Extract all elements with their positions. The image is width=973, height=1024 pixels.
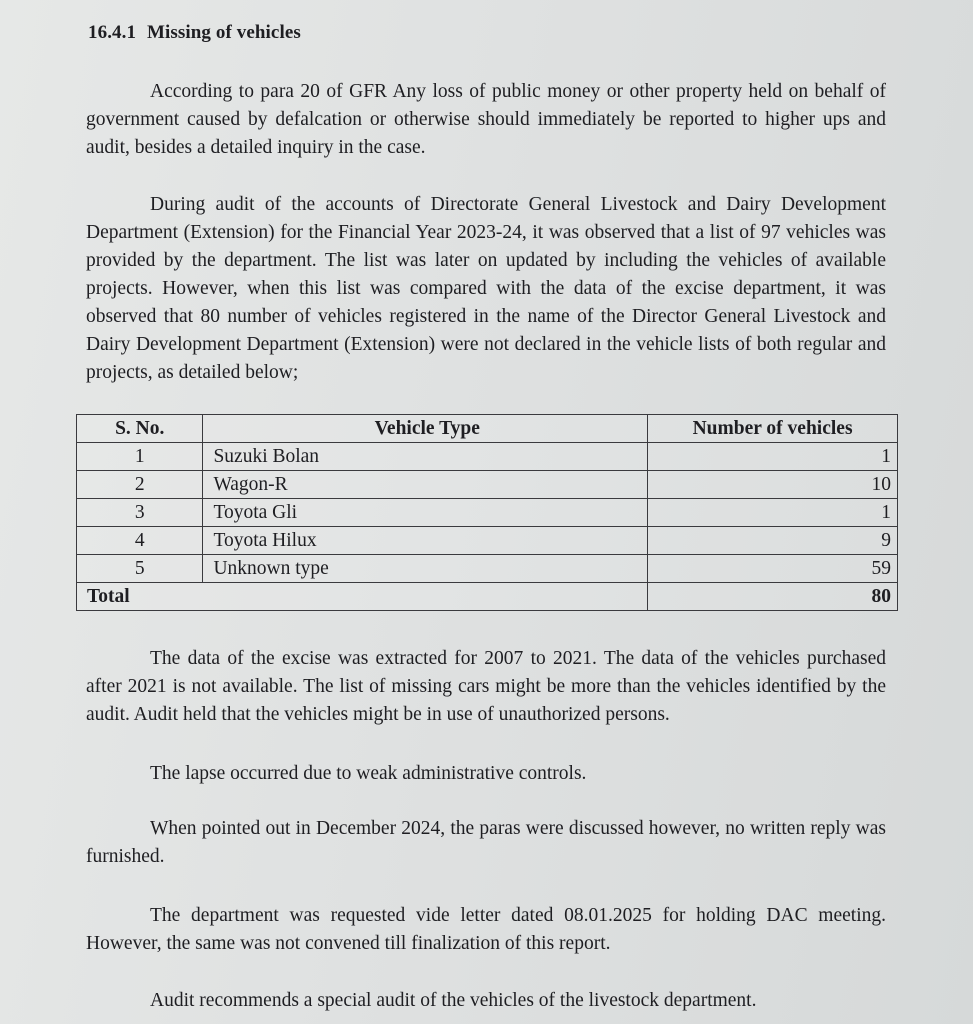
cell-vehicle-type: Wagon-R <box>203 471 648 499</box>
cell-sno: 5 <box>77 555 203 583</box>
paragraph-text: When pointed out in December 2024, the paras were discussed however, no written reply was furnished. <box>86 818 886 867</box>
paragraph-lapse <box>86 760 886 788</box>
paragraph-audit-observation <box>86 191 886 387</box>
cell-vehicle-count: 1 <box>648 443 898 471</box>
header-sno: S. No. <box>77 415 203 443</box>
total-count: 80 <box>648 583 898 611</box>
table-row <box>77 443 898 471</box>
table-row <box>77 555 898 583</box>
table-row <box>77 499 898 527</box>
cell-sno: 2 <box>77 471 203 499</box>
vehicles-table <box>76 414 898 611</box>
paragraph-text: The data of the excise was extracted for 2007 to 2021. The data of the vehicles purchased after 2021 is not available. The list of missing cars might be more than the vehicles identified by the audit. Audit held that the vehicles might be in use of unauthorized persons. <box>86 648 886 725</box>
cell-sno: 1 <box>77 443 203 471</box>
section-heading <box>88 22 301 44</box>
section-title: Missing of vehicles <box>146 22 301 43</box>
paragraph-dac-meeting <box>86 902 886 958</box>
cell-vehicle-count: 10 <box>648 471 898 499</box>
table-row <box>77 471 898 499</box>
cell-vehicle-count: 1 <box>648 499 898 527</box>
paragraph-text: The department was requested vide letter dated 08.01.2025 for holding DAC meeting. However, the same was not convened till finalization of this report. <box>86 905 886 954</box>
cell-vehicle-type: Unknown type <box>203 555 648 583</box>
paragraph-excise-data <box>86 645 886 729</box>
header-vehicle-type: Vehicle Type <box>203 415 648 443</box>
cell-sno: 3 <box>77 499 203 527</box>
paragraph-gfr-rule <box>86 78 886 162</box>
cell-vehicle-type: Toyota Gli <box>203 499 648 527</box>
total-label: Total <box>77 583 648 611</box>
paragraph-text: Audit recommends a special audit of the vehicles of the livestock department. <box>150 990 757 1011</box>
paragraph-recommendation <box>86 987 886 1015</box>
table-row <box>77 527 898 555</box>
cell-vehicle-count: 59 <box>648 555 898 583</box>
paragraph-text: During audit of the accounts of Directorate General Livestock and Dairy Development Department (Extension) for the Financial Year 2023-24, it was observed that a list of 97 vehicles was provided by the department. The list was later on updated by including the vehicles of available projects. However, when this list was compared with the data of the excise department, it was observed that 80 number of vehicles registered in the name of the Director General Livestock and Dairy Development Department (Extension) were not declared in the vehicle lists of both regular and projects, as detailed below; <box>86 194 886 383</box>
paragraph-pointed-out <box>86 815 886 871</box>
paragraph-text: According to para 20 of GFR Any loss of public money or other property held on behalf of government caused by defalcation or otherwise should immediately be reported to higher ups and audit, besides a detailed inquiry in the case. <box>86 81 886 158</box>
header-number-of-vehicles: Number of vehicles <box>648 415 898 443</box>
cell-vehicle-count: 9 <box>648 527 898 555</box>
section-number: 16.4.1 <box>88 22 137 43</box>
cell-vehicle-type: Toyota Hilux <box>203 527 648 555</box>
cell-vehicle-type: Suzuki Bolan <box>203 443 648 471</box>
paragraph-text: The lapse occurred due to weak administrative controls. <box>150 763 587 784</box>
table-total-row <box>77 583 898 611</box>
table-header-row <box>77 415 898 443</box>
cell-sno: 4 <box>77 527 203 555</box>
